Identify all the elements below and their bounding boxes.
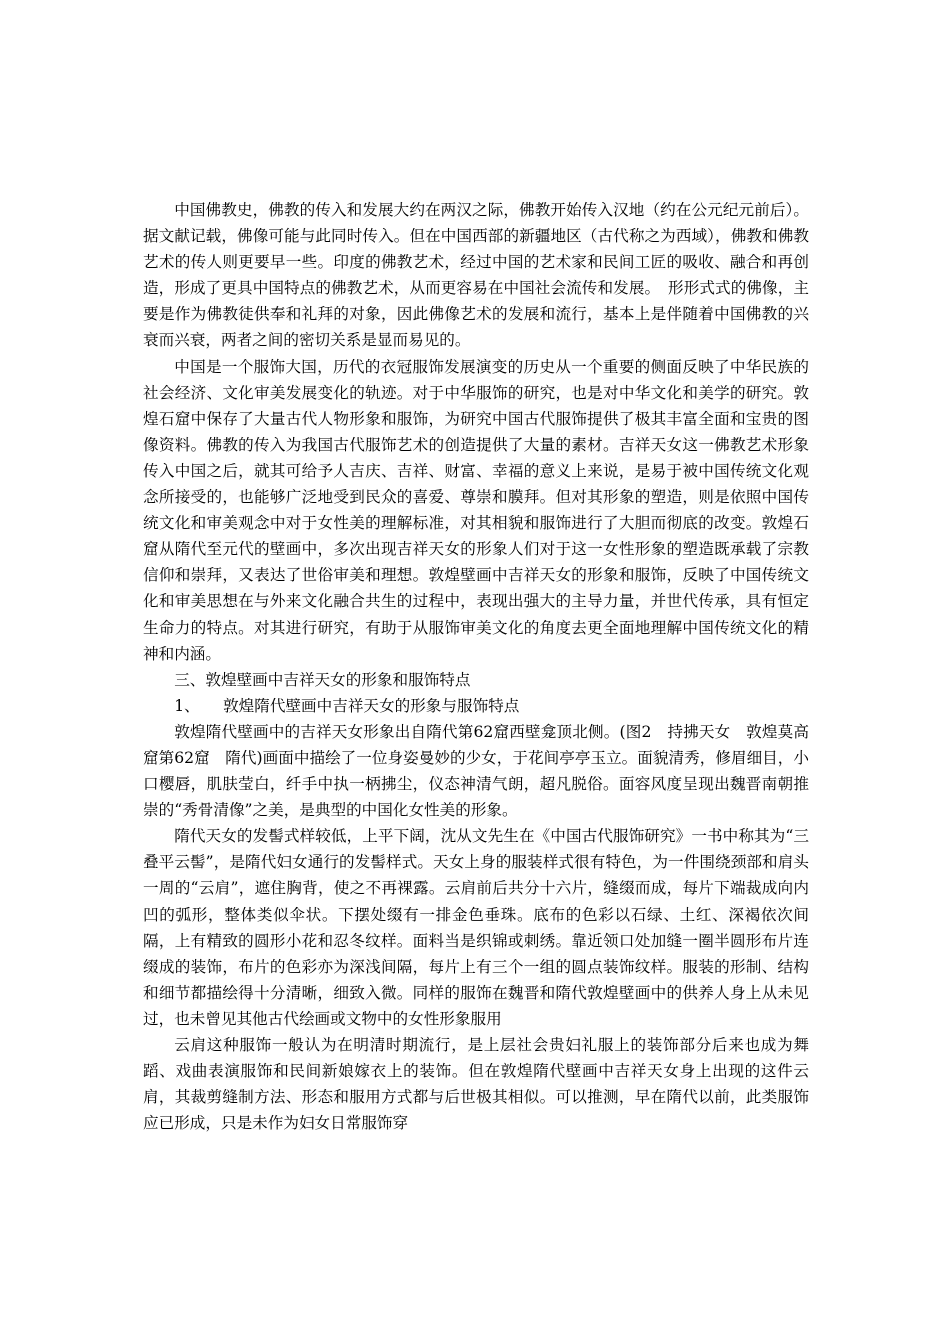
paragraph-costume-culture: 中国是一个服饰大国，历代的衣冠服饰发展演变的历史从一个重要的侧面反映了中华民族的社会经济、文化审美发展变化的轨迹。对于中华服饰的研究，也是对中华文化和美学的研究。敦煌石窟中保存了大量古代人物形象和服饰，为研究中国古代服饰提供了极其丰富全面和宝贵的图像资料。佛教的传入为我国古代服饰艺术的创造提供了大量的素材。吉祥天女这一佛教艺术形象传入中国之后，就其可给予人吉庆、吉祥、财富、幸福的意义上来说，是易于被中国传统文化观念所接受的，也能够广泛地受到民众的喜爱、尊崇和膜拜。但对其形象的塑造，则是依照中国传统文化和审美观念中对于女性美的理解标准，对其相貌和服饰进行了大胆而彻底的改变。敦煌石窟从隋代至元代的壁画中，多次出现吉祥天女的形象人们对于这一女性形象的塑造既承载了宗教信仰和崇拜，又表达了世俗审美和理想。敦煌壁画中吉祥天女的形象和服饰，反映了中国传统文化和审美思想在与外来文化融合共生的过程中，表现出强大的主导力量，并世代传承，具有恒定生命力的特点。对其进行研究，有助于从服饰审美文化的角度去更全面地理解中国传统文化的精神和内涵。 xyxy=(143,357,809,663)
section-heading-3: 三、敦煌壁画中吉祥天女的形象和服饰特点 xyxy=(174,670,471,689)
paragraph-buddhism-history: 中国佛教史，佛教的传入和发展大约在两汉之际，佛教开始传入汉地（约在公元纪元前后）。据文献记载，佛像可能与此同时传入。但在中国西部的新疆地区（古代称之为西域），佛教和佛教艺术的传人则更要早一些。印度的佛教艺术，经过中国的艺术家和民间工匠的吸收、融合和再创造，形成了更具中国特点的佛教艺术，从而更容易在中国社会流传和发展。 形形式式的佛像，主要是作为佛教徒供奉和礼拜的对象，因此佛像艺术的发展和流行，基本上是伴随着中国佛教的兴衰而兴衰，两者之间的密切关系是显而易见的。 xyxy=(143,201,809,350)
document-body xyxy=(143,197,809,1136)
paragraph-sui-hairstyle-costume: 隋代天女的发髻式样较低，上平下阔，沈从文先生在《中国古代服饰研究》一书中称其为“三叠平云髻”，是隋代妇女通行的发髻样式。天女上身的服装样式很有特色，为一件围绕颈部和肩头一周的“云肩”，遮住胸背，使之不再裸露。云肩前后共分十六片，缝缀而成，每片下端裁成向内凹的弧形，整体类似伞状。下摆处缀有一排金色垂珠。底布的色彩以石绿、土红、深褐依次间隔，上有精致的圆形小花和忍冬纹样。面料当是织锦或刺绣。靠近领口处加缝一圈半圆形布片连缀成的装饰，布片的色彩亦为深浅间隔，每片上有三个一组的圆点装饰纹样。服装的形制、结构和细节都描绘得十分清晰，细致入微。同样的服饰在魏晋和隋代敦煌壁画中的供养人身上从未见过，也未曾见其他古代绘画或文物中的女性形象服用 xyxy=(143,827,809,1028)
paragraph-sui-image: 敦煌隋代壁画中的吉祥天女形象出自隋代第62窟西壁龛顶北侧。(图2 持拂天女 敦煌莫高窟第62窟 隋代)画面中描绘了一位身姿曼妙的少女，于花间亭亭玉立。面貌清秀，修眉细目，小口樱唇，肌肤莹白，纤手中执一柄拂尘，仪态神清气朗，超凡脱俗。面容风度呈现出魏晋南朝推崇的“秀骨清像”之美，是典型的中国化女性美的形象。 xyxy=(143,722,809,820)
paragraph-cloud-collar: 云肩这种服饰一般认为在明清时期流行，是上层社会贵妇礼服上的装饰部分后来也成为舞蹈、戏曲表演服饰和民间新娘嫁衣上的装饰。但在敦煌隋代壁画中吉祥天女身上出现的这件云肩，其裁剪缝制方法、形态和服用方式都与后世极其相似。可以推测，早在隋代以前，此类服饰应已形成，只是未作为妇女日常服饰穿 xyxy=(143,1036,809,1133)
subsection-heading-1: 1、 敦煌隋代壁画中吉祥天女的形象与服饰特点 xyxy=(174,696,520,715)
